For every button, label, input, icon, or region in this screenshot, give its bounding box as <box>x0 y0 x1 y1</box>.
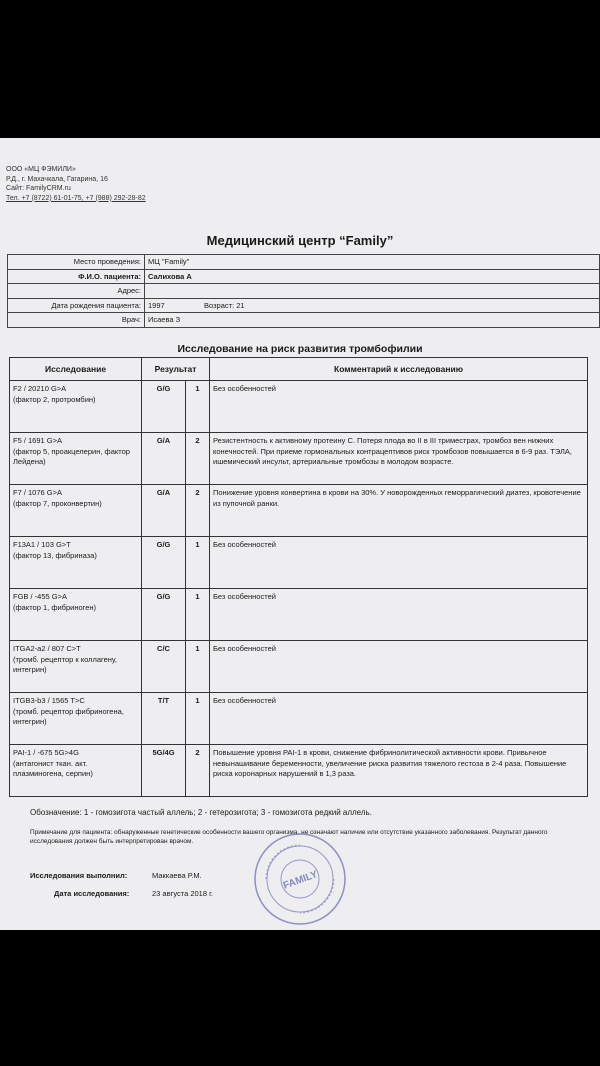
study-cell <box>10 641 142 693</box>
result-value: T/T <box>142 693 186 745</box>
place-value: МЦ "Family" <box>145 255 600 270</box>
study-cell <box>10 537 142 589</box>
result-value: 5G/4G <box>142 745 186 797</box>
study-desc: (тромб. рецептор фибриногена, интегрин) <box>13 706 124 726</box>
study-desc: (фактор 1, фибриноген) <box>13 602 97 612</box>
table-row <box>10 589 588 641</box>
table-row <box>10 641 588 693</box>
performed-value: Маккаева Р.М. <box>152 871 202 880</box>
address-value <box>145 284 600 299</box>
study-name: F7 / 1076 G>A <box>13 488 62 497</box>
study-cell <box>10 745 142 797</box>
patient-name-label: Ф.И.О. пациента: <box>8 269 145 284</box>
document-title: Медицинский центр “Family” <box>206 233 394 248</box>
comment-cell: Без особенностей <box>210 641 588 693</box>
study-desc: (антагонист ткан. акт. плазминогена, серпин) <box>13 758 93 778</box>
dob-value: 1997 <box>148 300 165 310</box>
document-page <box>0 138 600 930</box>
study-cell <box>10 589 142 641</box>
age-value: 21 <box>236 300 245 310</box>
address-label: Адрес: <box>8 284 145 299</box>
result-code: 1 <box>186 381 210 433</box>
result-value: G/G <box>142 381 186 433</box>
result-code: 2 <box>186 433 210 485</box>
dob-label: Дата рождения пациента: <box>8 298 145 313</box>
doctor-value: Исаева З <box>145 313 600 328</box>
result-code: 1 <box>186 693 210 745</box>
result-code: 1 <box>186 537 210 589</box>
study-name: ITGB3-b3 / 1565 T>C <box>13 696 85 705</box>
org-address: Р.Д., г. Махачкала, Гагарина, 16 <box>6 175 108 183</box>
table-row <box>10 693 588 745</box>
comment-cell: Повышение уровня PAI-1 в крови, снижение фибринолитической активности крови. Привычное невынашивание беременности, увеличение риска развития тяжелого гестоза в 2-4 раза. Повышение риска коронарных нарушений в 1,3 раза. <box>210 745 588 797</box>
patient-name-value: Салихова А <box>145 269 600 284</box>
result-code: 2 <box>186 745 210 797</box>
organization-header <box>6 165 146 203</box>
org-name: ООО «МЦ ФЭМИЛИ» <box>6 166 76 173</box>
header-result: Результат <box>142 358 210 381</box>
result-value: G/A <box>142 433 186 485</box>
study-cell <box>10 433 142 485</box>
legend: Обозначение: 1 - гомозигота частый аллель; 2 - гетерозигота; 3 - гомозигота редкий аллель. <box>30 808 372 817</box>
study-name: F13A1 / 103 G>T <box>13 540 71 549</box>
study-cell <box>10 381 142 433</box>
comment-cell: Без особенностей <box>210 381 588 433</box>
study-desc: (фактор 7, проконвертин) <box>13 498 102 508</box>
table-row <box>10 433 588 485</box>
date-value: 23 августа 2018 г. <box>152 889 214 898</box>
table-row <box>10 537 588 589</box>
result-value: G/G <box>142 589 186 641</box>
stamp-text: FAMILY <box>281 869 320 892</box>
results-table <box>9 357 588 797</box>
comment-cell: Понижение уровня конвертина в крови на 30%. У новорожденных геморрагический диатез, кровотечение из пупочной ранки. <box>210 485 588 537</box>
comment-cell: Резистентность к активному протеину С. Потеря плода во II в III триместрах, тромбоз вен нижних конечностей. При приеме гормональных контрацептивов риск тромбозов повышается в 6-9 раз. ТЭЛА, ишемический инсульт, артериальные тромбозы в молодом возрасте. <box>210 433 588 485</box>
doctor-label: Врач: <box>8 313 145 328</box>
study-name: F2 / 20210 G>A <box>13 384 67 393</box>
result-value: G/G <box>142 537 186 589</box>
result-value: G/A <box>142 485 186 537</box>
table-row <box>10 485 588 537</box>
study-desc: (тромб. рецептор к коллагену, интегрин) <box>13 654 118 674</box>
header-study: Исследование <box>10 358 142 381</box>
patient-info-table <box>7 254 600 328</box>
study-cell <box>10 485 142 537</box>
org-phone: Тел. +7 (8722) 61-01-75, +7 (988) 292-28-82 <box>6 194 146 202</box>
header-comment: Комментарий к исследованию <box>210 358 588 381</box>
study-cell <box>10 693 142 745</box>
study-name: PAI-1 / -675 5G>4G <box>13 748 79 757</box>
study-name: ITGA2-a2 / 807 C>T <box>13 644 81 653</box>
org-site: Сайт: FamilyCRM.ru <box>6 185 71 193</box>
comment-cell: Без особенностей <box>210 693 588 745</box>
place-label: Место проведения: <box>8 255 145 270</box>
clinic-stamp-icon <box>252 831 348 927</box>
date-label: Дата исследования: <box>54 889 130 898</box>
result-code: 1 <box>186 589 210 641</box>
patient-note: Примечание для пациента: обнаруженные генетические особенности вашего организма, не означают наличие или отсутствие указанного заболевания. Результат данного исследования должен быть интерпретирован врачом. <box>30 829 548 845</box>
result-value: C/C <box>142 641 186 693</box>
study-subtitle: Исследование на риск развития тромбофилии <box>177 343 423 355</box>
result-code: 1 <box>186 641 210 693</box>
study-name: F5 / 1691 G>A <box>13 436 62 445</box>
dob-cell <box>145 298 600 313</box>
study-name: FGB / -455 G>A <box>13 592 67 601</box>
table-row <box>10 745 588 797</box>
comment-cell: Без особенностей <box>210 537 588 589</box>
performed-label: Исследования выполнил: <box>30 871 128 880</box>
result-code: 2 <box>186 485 210 537</box>
study-desc: (фактор 2, протромбин) <box>13 394 96 404</box>
study-desc: (фактор 13, фибриназа) <box>13 550 97 560</box>
study-desc: (фактор 5, проакцелерин, фактор Лейдена) <box>13 446 130 466</box>
age-label: Возраст: <box>204 300 235 310</box>
comment-cell: Без особенностей <box>210 589 588 641</box>
table-row <box>10 381 588 433</box>
